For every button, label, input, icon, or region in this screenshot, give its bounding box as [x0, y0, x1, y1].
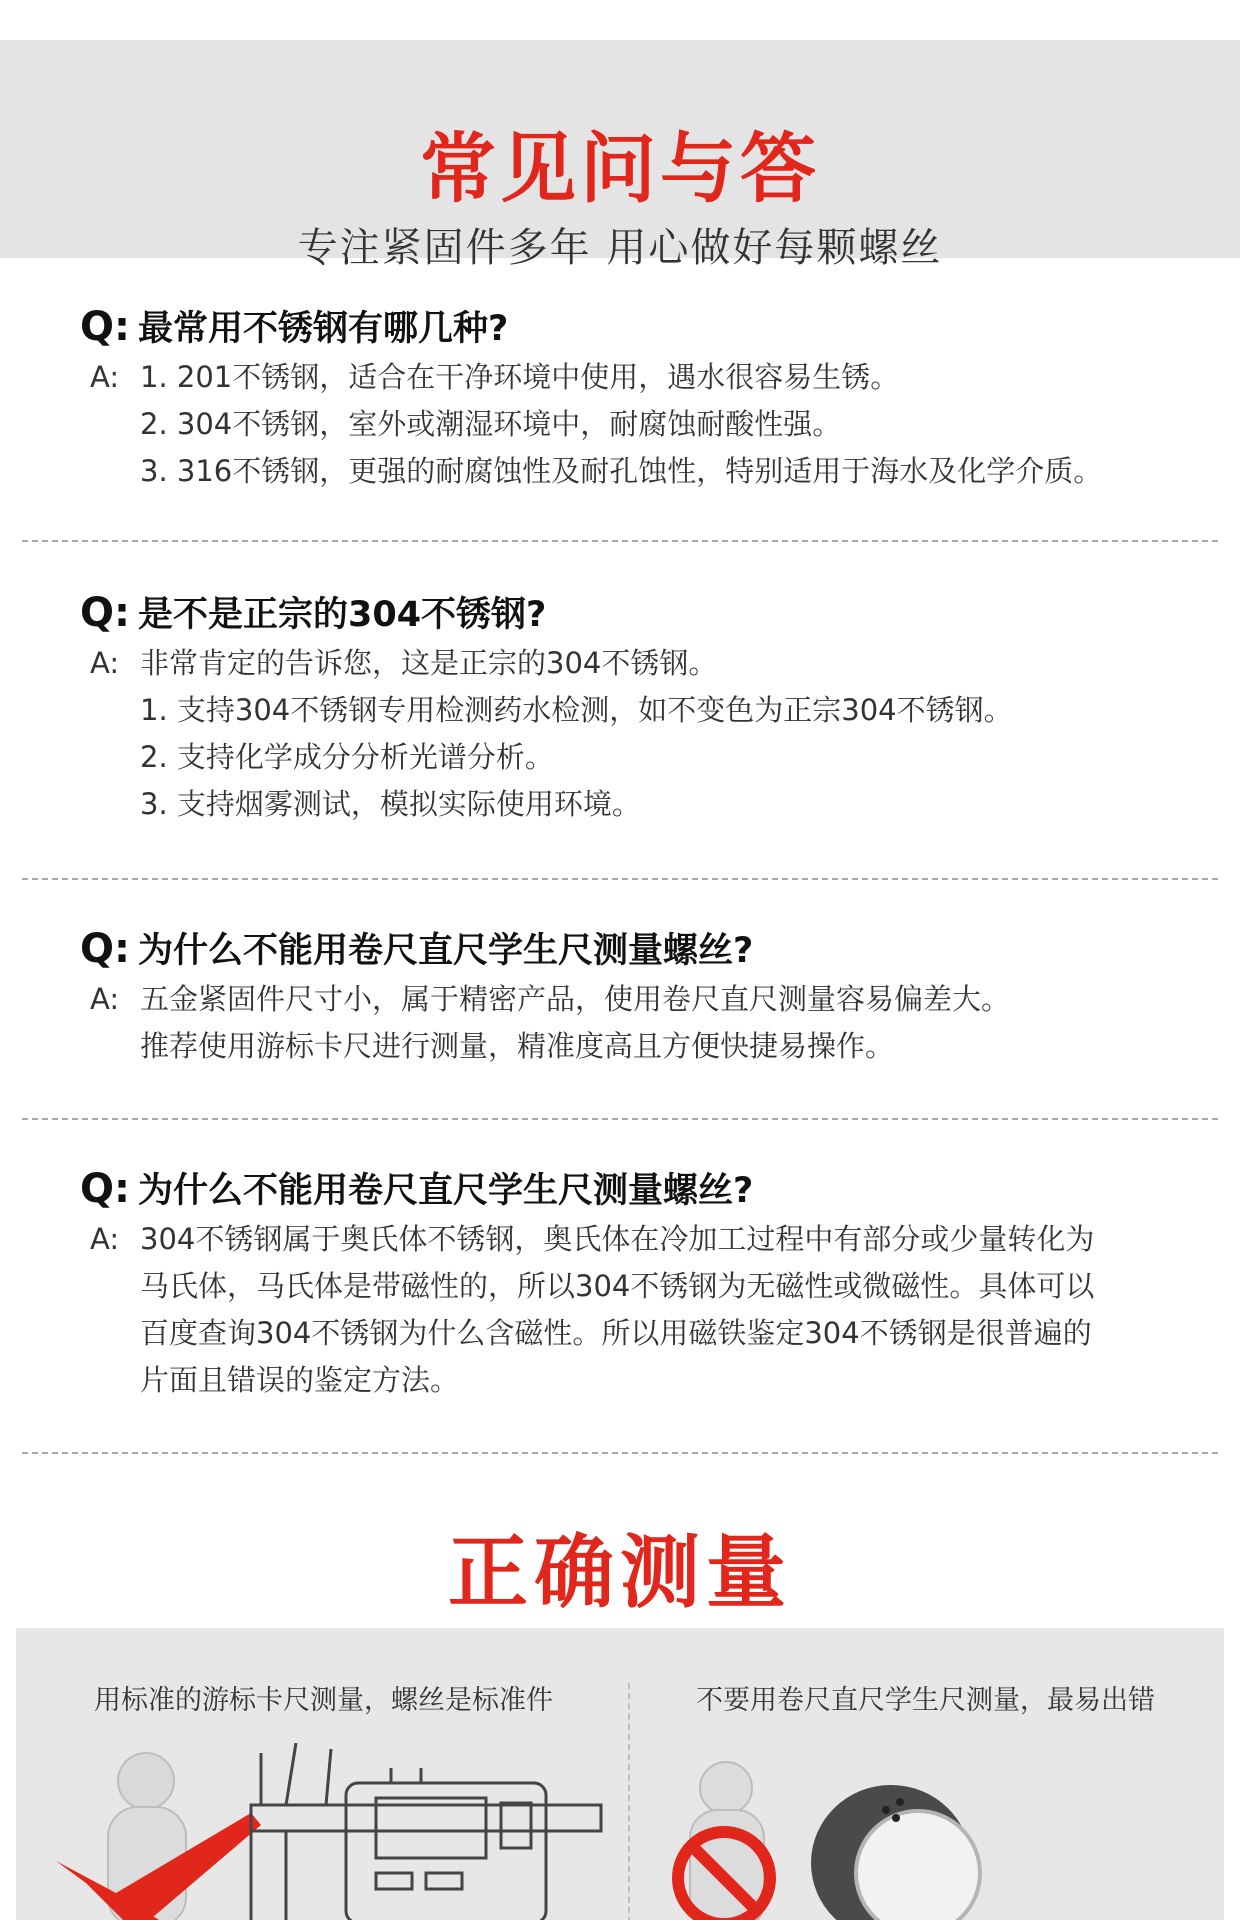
answer-mark-label: A: — [90, 1222, 120, 1256]
answer-line: 2. 304不锈钢，室外或潮湿环境中，耐腐蚀耐酸性强。 — [140, 407, 842, 441]
answer-line: 非常肯定的告诉您，这是正宗的304不锈钢。 — [140, 646, 718, 680]
measure-title: 正确测量 — [448, 1526, 792, 1619]
answer-line: 2. 支持化学成分分析光谱分析。 — [140, 740, 554, 774]
wrong-illustration — [656, 1758, 1156, 1920]
faq-answer — [80, 640, 1200, 828]
faq-answer — [80, 976, 1200, 1070]
page-subtitle: 专注紧固件多年 用心做好每颗螺丝 — [297, 225, 943, 271]
faq-item — [80, 586, 1200, 828]
section-divider — [22, 1452, 1218, 1454]
answer-line: 百度查询304不锈钢为什么含磁性。所以用磁铁鉴定304不锈钢是很普遍的 — [140, 1316, 1092, 1350]
correct-illustration — [46, 1743, 626, 1920]
answer-mark-label: A: — [90, 360, 120, 394]
question-text: 为什么不能用卷尺直尺学生尺测量螺丝? — [138, 931, 754, 971]
section-divider — [22, 878, 1218, 880]
answer-line: 3. 316不锈钢，更强的耐腐蚀性及耐孔蚀性，特别适用于海水及化学介质。 — [140, 454, 1103, 488]
faq-item — [80, 1162, 1200, 1404]
faq-header — [0, 40, 1240, 271]
measure-panel — [16, 1628, 1224, 1920]
section-divider — [22, 1118, 1218, 1120]
faq-question — [80, 922, 1200, 976]
faq-answer — [80, 1216, 1200, 1404]
faq-question — [80, 1162, 1200, 1216]
answer-line: 1. 201不锈钢，适合在干净环境中使用，遇水很容易生锈。 — [140, 360, 900, 394]
page-title: 常见问与答 — [420, 124, 820, 213]
faq-item — [80, 922, 1200, 1070]
answer-line: 五金紧固件尺寸小，属于精密产品，使用卷尺直尺测量容易偏差大。 — [140, 982, 1011, 1016]
question-text: 最常用不锈钢有哪几种? — [138, 309, 509, 349]
answer-line: 304不锈钢属于奥氏体不锈钢，奥氏体在冷加工过程中有部分或少量转化为 — [140, 1222, 1095, 1256]
question-mark-label: Q: — [80, 590, 130, 636]
answer-line: 片面且错误的鉴定方法。 — [140, 1363, 460, 1397]
answer-line: 马氏体，马氏体是带磁性的，所以304不锈钢为无磁性或微磁性。具体可以 — [140, 1269, 1095, 1303]
section-divider — [22, 540, 1218, 542]
question-mark-label: Q: — [80, 926, 130, 972]
faq-item — [80, 300, 1200, 495]
answer-line: 推荐使用游标卡尺进行测量，精准度高且方便快捷易操作。 — [140, 1029, 895, 1063]
faq-question — [80, 586, 1200, 640]
panel-divider — [628, 1683, 630, 1920]
answer-mark-label: A: — [90, 982, 120, 1016]
faq-answer — [80, 354, 1200, 495]
question-mark-label: Q: — [80, 304, 130, 350]
question-mark-label: Q: — [80, 1166, 130, 1212]
question-text: 为什么不能用卷尺直尺学生尺测量螺丝? — [138, 1171, 754, 1211]
wrong-caption: 不要用卷尺直尺学生尺测量，最易出错 — [696, 1685, 1155, 1716]
answer-mark-label: A: — [90, 646, 120, 680]
answer-line: 3. 支持烟雾测试，模拟实际使用环境。 — [140, 787, 641, 821]
question-text: 是不是正宗的304不锈钢? — [138, 595, 547, 635]
answer-line: 1. 支持304不锈钢专用检测药水检测，如不变色为正宗304不锈钢。 — [140, 693, 1013, 727]
tape-measure-icon — [811, 1785, 980, 1920]
correct-caption: 用标准的游标卡尺测量，螺丝是标准件 — [94, 1685, 553, 1716]
vernier-caliper-icon — [251, 1743, 601, 1920]
faq-question — [80, 300, 1200, 354]
